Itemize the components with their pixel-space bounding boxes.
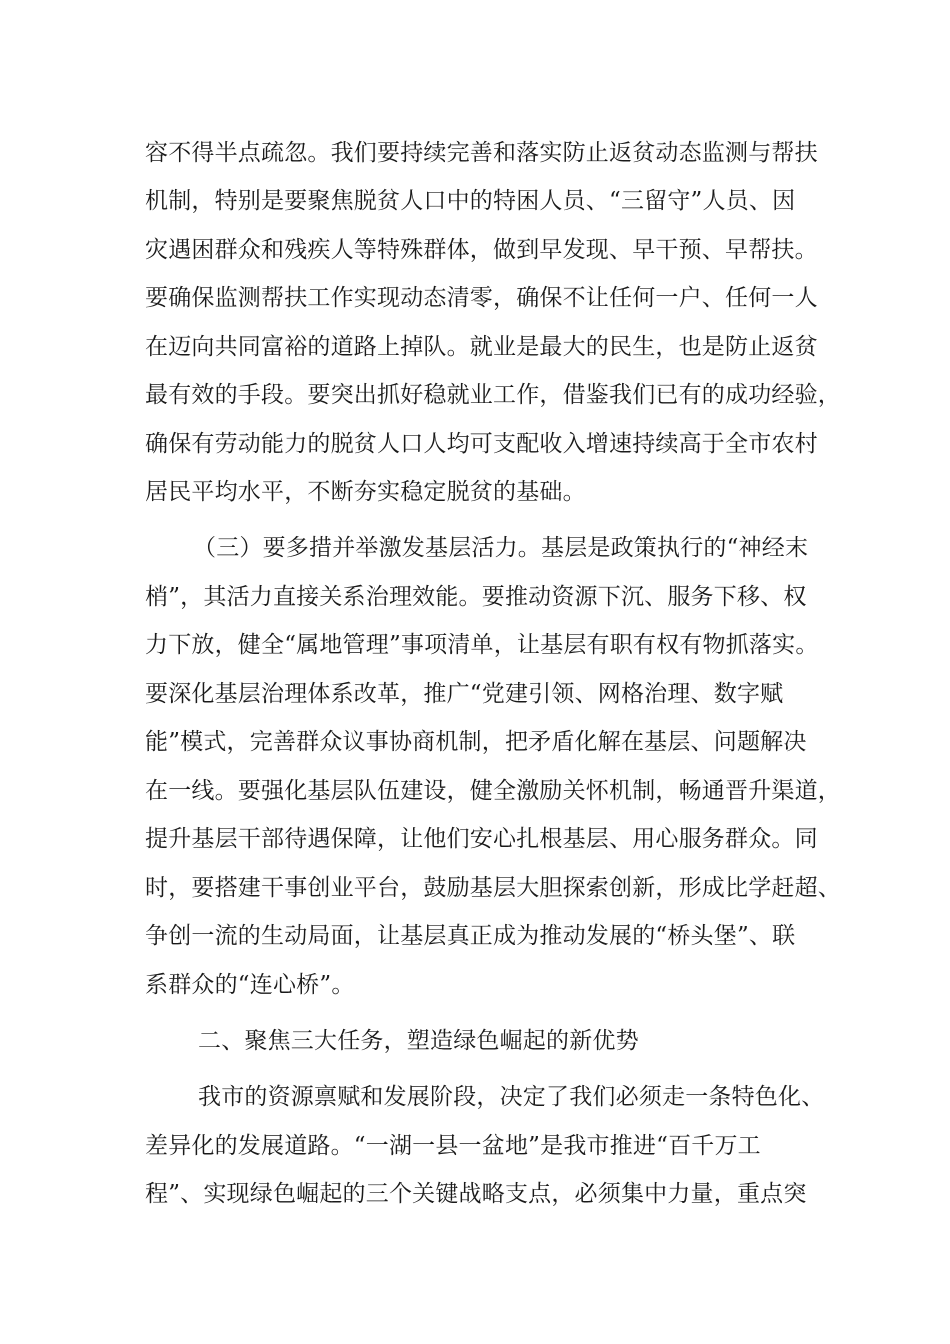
paragraph-line: 力下放，健全“属地管理”事项清单，让基层有职有权有物抓落实。 bbox=[145, 632, 819, 658]
paragraph-line: 在一线。要强化基层队伍建设，健全激励关怀机制，畅通晋升渠道， bbox=[145, 778, 841, 804]
paragraph-line: 容不得半点疏忽。我们要持续完善和落实防止返贫动态监测与帮扶 bbox=[145, 140, 818, 166]
paragraph-line: 争创一流的生动局面，让基层真正成为推动发展的“桥头堡”、联 bbox=[145, 923, 796, 949]
paragraph-line: 提升基层干部待遇保障，让他们安心扎根基层、用心服务群众。同 bbox=[145, 826, 818, 852]
paragraph-line: 梢”，其活力直接关系治理效能。要推动资源下沉、服务下移、权 bbox=[145, 584, 807, 610]
paragraph-line: 灾遇困群众和残疾人等特殊群体，做到早发现、早干预、早帮扶。 bbox=[145, 237, 818, 263]
paragraph-line: 程”、实现绿色崛起的三个关键战略支点，必须集中力量，重点突 bbox=[145, 1181, 807, 1207]
paragraph-line: 要深化基层治理体系改革，推广“党建引领、网格治理、数字赋 bbox=[145, 681, 784, 707]
section-heading: 二、聚焦三大任务，塑造绿色崛起的新优势 bbox=[198, 1028, 639, 1054]
paragraph-line: 居民平均水平，不断夯实稳定脱贫的基础。 bbox=[145, 479, 586, 505]
paragraph-line: 能”模式，完善群众议事协商机制，把矛盾化解在基层、问题解决 bbox=[145, 729, 807, 755]
paragraph-line: （三）要多措并举激发基层活力。基层是政策执行的“神经末 bbox=[193, 535, 809, 561]
paragraph-line: 差异化的发展道路。“一湖一县一盆地”是我市推进“百千万工 bbox=[145, 1133, 761, 1159]
paragraph-line: 要确保监测帮扶工作实现动态清零，确保不让任何一户、任何一人 bbox=[145, 285, 818, 311]
paragraph-line: 系群众的“连心桥”。 bbox=[145, 972, 355, 998]
paragraph-line: 最有效的手段。要突出抓好稳就业工作，借鉴我们已有的成功经验， bbox=[145, 382, 841, 408]
paragraph-line: 我市的资源禀赋和发展阶段，决定了我们必须走一条特色化、 bbox=[198, 1084, 825, 1110]
paragraph-line: 在迈向共同富裕的道路上掉队。就业是最大的民生，也是防止返贫 bbox=[145, 334, 818, 360]
paragraph-line: 确保有劳动能力的脱贫人口人均可支配收入增速持续高于全市农村 bbox=[145, 431, 818, 457]
paragraph-line: 机制，特别是要聚焦脱贫人口中的特困人员、“三留守”人员、因 bbox=[145, 188, 796, 214]
paragraph-line: 时，要搭建干事创业平台，鼓励基层大胆探索创新，形成比学赶超、 bbox=[145, 875, 841, 901]
